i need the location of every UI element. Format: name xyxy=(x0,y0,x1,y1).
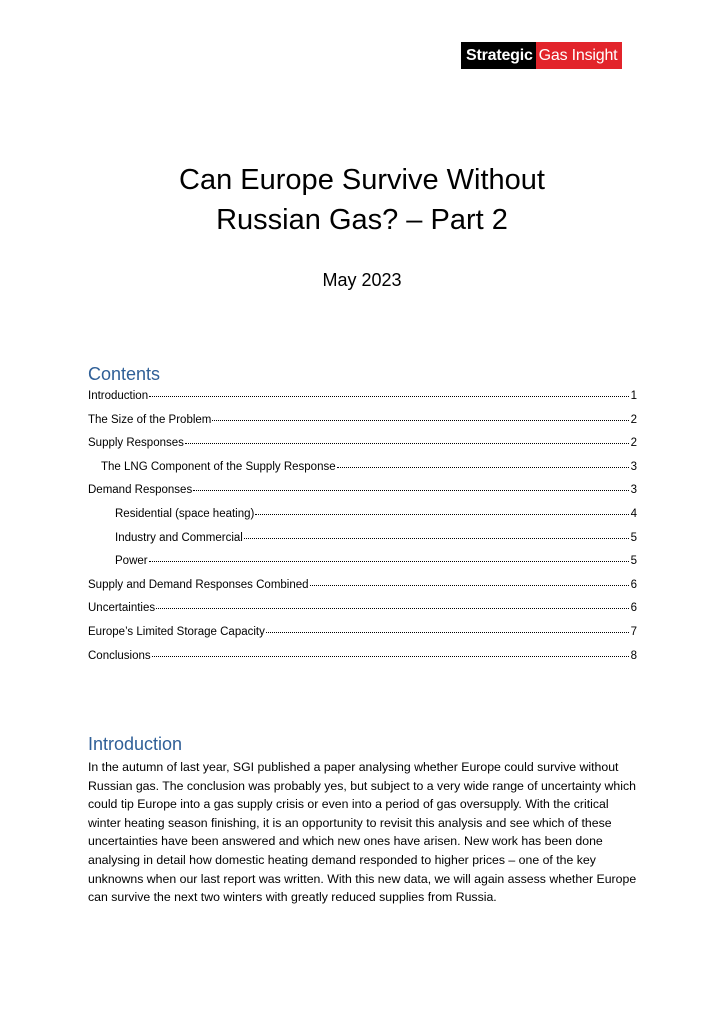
toc-entry-label: The LNG Component of the Supply Response xyxy=(101,460,336,473)
toc-entry-label: Conclusions xyxy=(88,649,151,662)
toc-entry-label: Uncertainties xyxy=(88,602,156,615)
toc-dot-leader xyxy=(149,551,629,562)
toc-entry-page-number: 6 xyxy=(630,578,637,591)
toc-entry-label: Supply and Demand Responses Combined xyxy=(88,578,309,591)
document-title-line-1: Can Europe Survive Without xyxy=(179,164,545,196)
toc-dot-leader xyxy=(310,575,629,586)
toc-entry-label: Europe’s Limited Storage Capacity xyxy=(88,625,265,638)
company-logo xyxy=(461,42,622,69)
toc-entry-label: Power xyxy=(115,555,148,568)
toc-entry-label: The Size of the Problem xyxy=(88,413,212,426)
toc-dot-leader xyxy=(149,386,629,397)
toc-entry[interactable] xyxy=(88,575,637,599)
toc-entry-page-number: 5 xyxy=(630,555,637,568)
toc-entry-page-number: 7 xyxy=(630,625,637,638)
toc-entry-page-number: 1 xyxy=(630,390,637,402)
toc-entry-label: Residential (space heating) xyxy=(115,507,255,520)
toc-entry-label: Demand Responses xyxy=(88,484,193,497)
logo-text-strategic: Strategic xyxy=(461,42,536,69)
contents-heading: Contents xyxy=(88,364,161,384)
toc-entry-page-number: 3 xyxy=(630,484,637,497)
toc-entry[interactable] xyxy=(88,646,637,670)
toc-entry-page-number: 8 xyxy=(630,649,637,662)
toc-dot-leader xyxy=(185,433,629,444)
document-date: May 2023 xyxy=(322,270,402,290)
toc-dot-leader xyxy=(337,457,629,468)
toc-entry-page-number: 2 xyxy=(630,437,637,450)
toc-dot-leader xyxy=(244,528,629,539)
toc-entry[interactable] xyxy=(88,598,637,622)
toc-entry[interactable] xyxy=(88,528,637,552)
toc-entry[interactable] xyxy=(88,480,637,504)
toc-entry[interactable] xyxy=(88,433,637,457)
toc-entry[interactable] xyxy=(88,410,637,434)
toc-entry-page-number: 2 xyxy=(630,413,637,426)
toc-entry-page-number: 5 xyxy=(630,531,637,544)
toc-entry-label: Industry and Commercial xyxy=(115,531,243,544)
introduction-paragraph: In the autumn of last year, SGI published a paper analysing whether Europe could survive without Russian gas. The conclusion was probably yes, but subject to a very wide range of uncertainty which could tip Europe into a gas supply crisis or even into a period of gas oversupply. With the critical winter heating season finishing, it is an opportunity to revisit this analysis and see which of these uncertainties have been answered and which new ones have arisen. New work has been done analysing in detail how domestic heating demand responded to higher prices – one of the key unknowns when our last report was written. With this new data, we will again assess whether Europe can survive the next two winters with greatly reduced supplies from Russia. xyxy=(88,760,637,905)
toc-entry-page-number: 4 xyxy=(630,507,637,520)
toc-entry-page-number: 6 xyxy=(630,602,637,615)
toc-entry[interactable] xyxy=(88,551,637,575)
logo-text-gas-insight: Gas Insight xyxy=(536,42,623,69)
toc-dot-leader xyxy=(266,622,629,633)
toc-entry-page-number: 3 xyxy=(630,460,637,473)
document-title xyxy=(0,160,724,240)
introduction-heading: Introduction xyxy=(88,734,183,754)
toc-dot-leader xyxy=(156,598,629,609)
toc-entry-label: Introduction xyxy=(88,390,149,402)
toc-entry[interactable] xyxy=(88,386,637,410)
toc-dot-leader xyxy=(212,410,629,421)
document-title-line-2: Russian Gas? – Part 2 xyxy=(216,204,508,236)
toc-dot-leader xyxy=(152,646,629,657)
toc-dot-leader xyxy=(193,480,629,491)
toc-dot-leader xyxy=(255,504,629,515)
toc-entry[interactable] xyxy=(88,457,637,481)
table-of-contents xyxy=(88,386,637,669)
toc-entry[interactable] xyxy=(88,504,637,528)
toc-entry[interactable] xyxy=(88,622,637,646)
toc-entry-label: Supply Responses xyxy=(88,437,184,450)
